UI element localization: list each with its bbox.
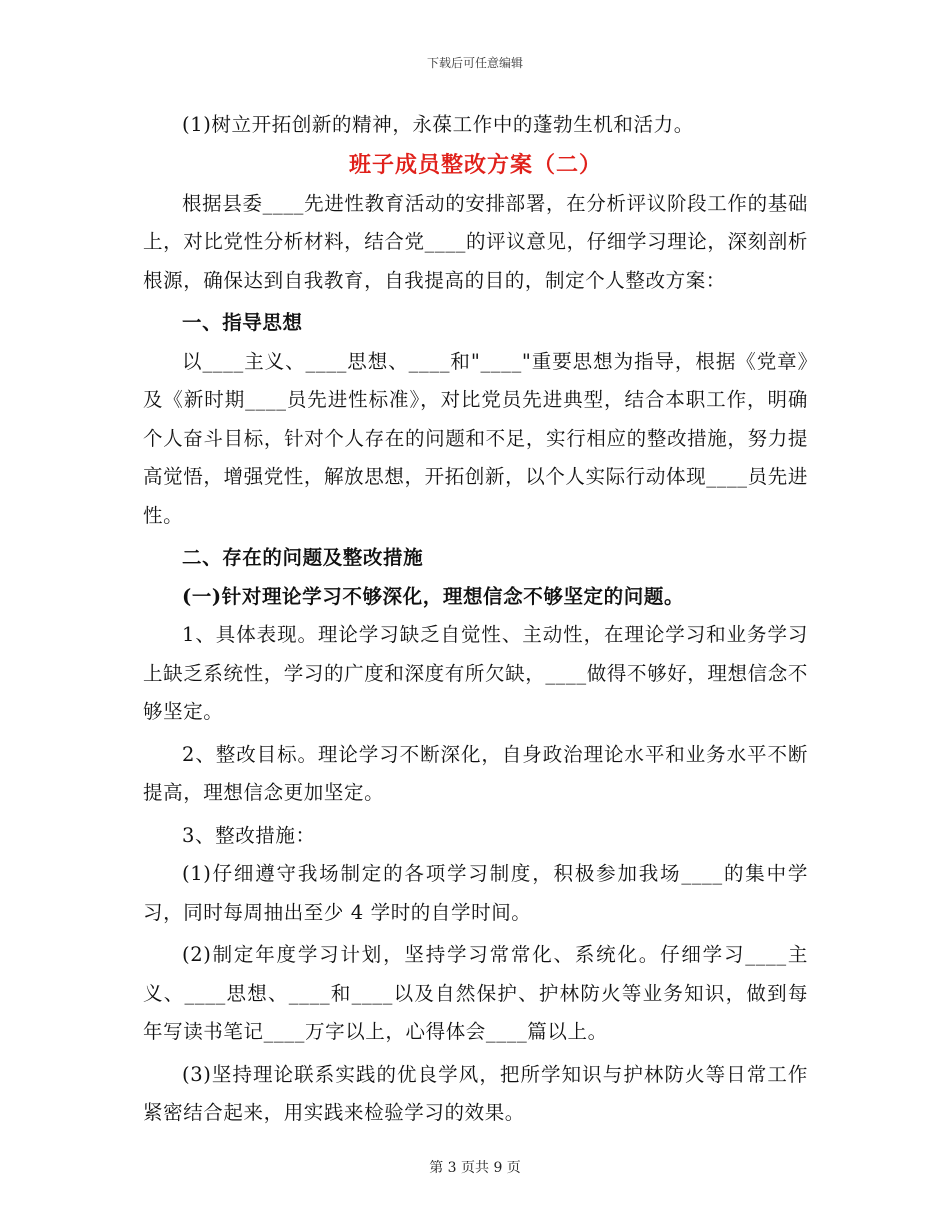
paragraph-7: (2)制定年度学习计划，坚持学习常常化、系统化。仔细学习____主义、____思想、____和____以及自然保护、护林防火等业务知识，做到每年写读书笔记____万字以上，心得体会____篇以上。 (143, 943, 809, 1043)
paragraph-8: (3)坚持理论联系实践的优良学风，把所学知识与护林防火等日常工作紧密结合起来，用实践来检验学习的效果。 (143, 1062, 808, 1124)
intro-paragraph: (1)树立开拓创新的精神，永葆工作中的蓬勃生机和活力。 (182, 113, 694, 136)
page-header: 下载后可任意编辑 (426, 56, 523, 70)
section-heading-1: 一、指导思想 (182, 311, 303, 334)
paragraph-1: 根据县委____先进性教育活动的安排部署，在分析评议阶段工作的基础上，对比党性分析材料，结合党____的评议意见，仔细学习理论，深刻剖析根源，确保达到自我教育，自我提高的目的，制定个人整改方案： (143, 191, 808, 292)
document-title: 班子成员整改方案（二） (348, 151, 602, 178)
document-body (143, 106, 808, 1133)
paragraph-6: (1)仔细遵守我场制定的各项学习制度，积极参加我场____的集中学习，同时每周抽出至少 4 学时的自学时间。 (143, 862, 808, 924)
section-heading-2: 二、存在的问题及整改措施 (182, 546, 424, 569)
paragraph-2: 以____主义、____思想、____和"____"重要思想为指导，根据《党章》及《新时期____员先进性标准》，对比党员先进典型，结合本职工作，明确个人奋斗目标，针对个人存在的问题和不足，实行相应的整改措施，努力提高觉悟，增强党性，解放思想，开拓创新，以个人实际行动体现____员先进性。 (143, 349, 808, 527)
paragraph-5: 3、整改措施： (182, 823, 316, 847)
page-footer: 第 3 页共 9 页 (429, 1160, 521, 1176)
paragraph-4: 2、整改目标。理论学习不断深化，自身政治理论水平和业务水平不断提高，理想信念更加坚定。 (143, 742, 808, 804)
paragraph-3: 1、具体表现。理论学习缺乏自觉性、主动性，在理论学习和业务学习上缺乏系统性，学习的广度和深度有所欠缺，____做得不够好，理想信念不够坚定。 (143, 623, 808, 723)
subsection-heading-1: (一)针对理论学习不够深化，理想信念不够坚定的问题。 (182, 584, 685, 608)
